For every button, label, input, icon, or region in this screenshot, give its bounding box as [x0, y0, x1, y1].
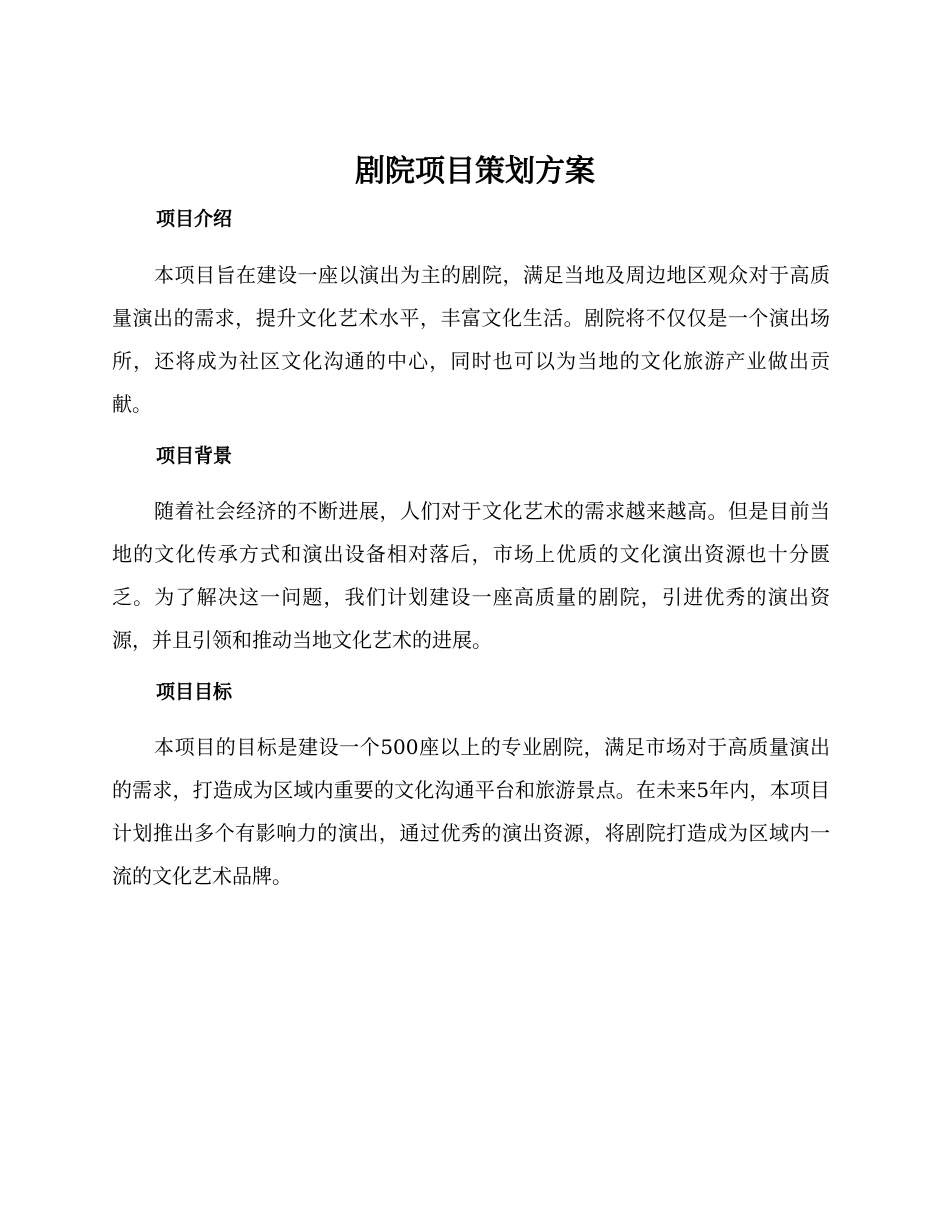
- section-heading-goal: 项目目标: [156, 681, 233, 703]
- document-title: 剧院项目策划方案: [355, 154, 595, 189]
- section-body-background: 随着社会经济的不断进展，人们对于文化艺术的需求越来越高。但是目前当地的文化传承方式和演出设备相对落后，市场上优质的文化演出资源也十分匮乏。为了解决这一问题，我们计划建设一座高质量的剧院，引进优秀的演出资源，并且引领和推动当地文化艺术的进展。: [112, 499, 830, 652]
- section-heading-background: 项目背景: [156, 445, 233, 467]
- section-body-intro: 本项目旨在建设一座以演出为主的剧院，满足当地及周边地区观众对于高质量演出的需求，提升文化艺术水平，丰富文化生活。剧院将不仅仅是一个演出场所，还将成为社区文化沟通的中心，同时也可以为当地的文化旅游产业做出贡献。: [112, 263, 830, 416]
- section-body-goal: 本项目的目标是建设一个500座以上的专业剧院，满足市场对于高质量演出的需求，打造成为区域内重要的文化沟通平台和旅游景点。在未来5年内，本项目计划推出多个有影响力的演出，通过优秀的演出资源，将剧院打造成为区域内一流的文化艺术品牌。: [112, 735, 830, 888]
- section-heading-intro: 项目介绍: [156, 208, 233, 230]
